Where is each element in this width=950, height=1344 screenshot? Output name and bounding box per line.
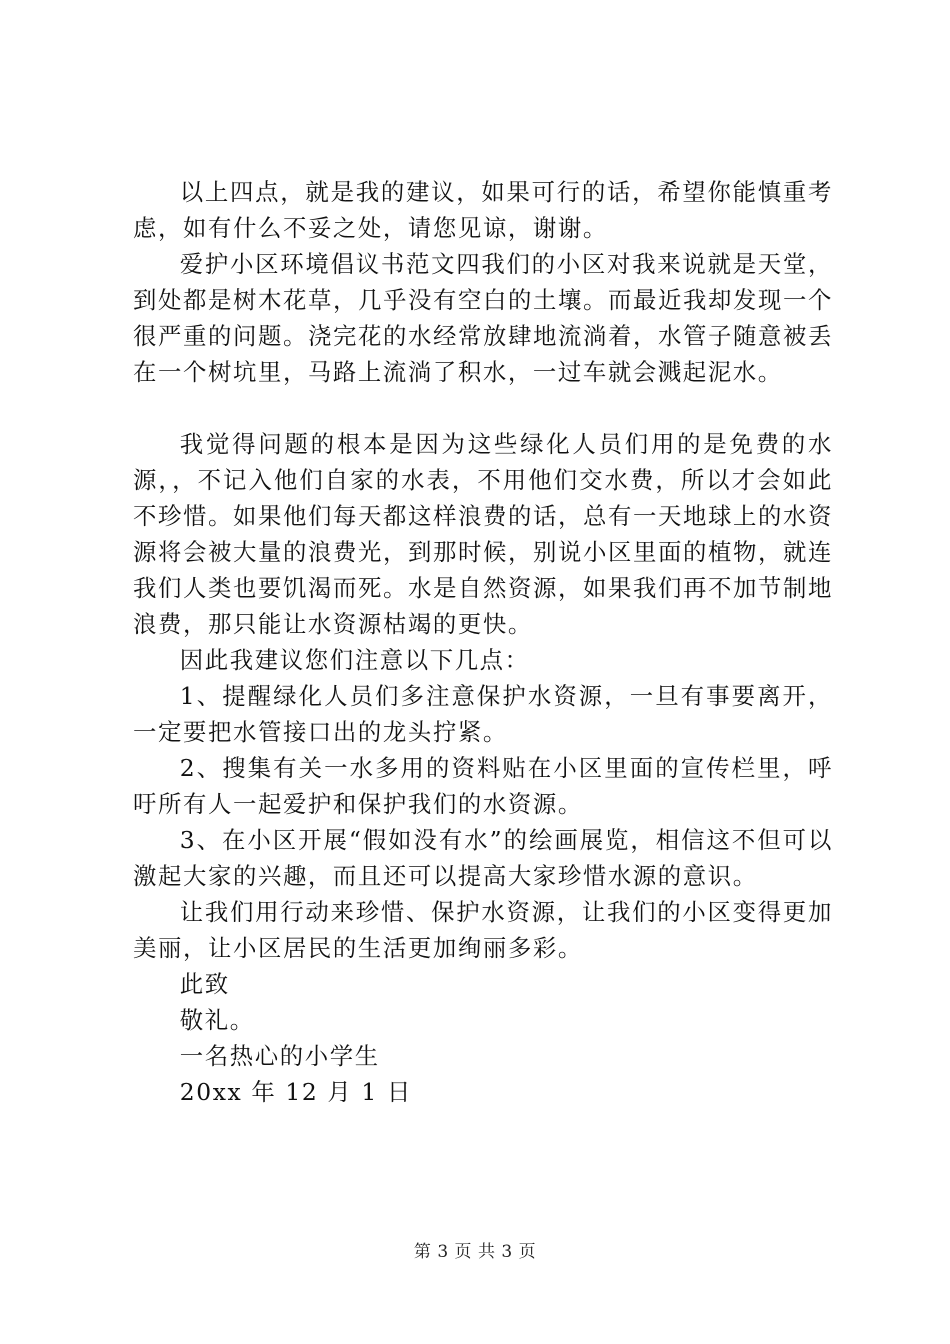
document-body bbox=[133, 174, 833, 1110]
signature-date: 20xx 年 12 月 1 日 bbox=[179, 1078, 412, 1106]
closing-salutation: 此致 bbox=[179, 970, 230, 998]
paragraph-suggestions-lead: 因此我建议您们注意以下几点： bbox=[179, 646, 530, 674]
page-number-footer: 第 3 页 共 3 页 bbox=[413, 1242, 537, 1262]
paragraph-proposal-intro: 爱护小区环境倡议书范文四我们的小区对我来说就是天堂，到处都是树木花草，几乎没有空白的土壤。而最近我却发现一个很严重的问题。浇完花的水经常放肆地流淌着，水管子随意被丢在一个树坑里，马路上流淌了积水，一过车就会溅起泥水。 bbox=[133, 250, 833, 386]
list-item-suggestion-1: 1、提醒绿化人员们多注意保护水资源，一旦有事要离开，一定要把水管接口出的龙头拧紧。 bbox=[133, 682, 833, 746]
paragraph-problem-cause: 我觉得问题的根本是因为这些绿化人员们用的是免费的水源，，不记入他们自家的水表，不用他们交水费，所以才会如此不珍惜。如果他们每天都这样浪费的话，总有一天地球上的水资源将会被大量的浪费光，到那时候，别说小区里面的植物，就连我们人类也要饥渴而死。水是自然资源，如果我们再不加节制地浪费，那只能让水资源枯竭的更快。 bbox=[133, 430, 833, 638]
list-item-suggestion-2: 2、搜集有关一水多用的资料贴在小区里面的宣传栏里，呼吁所有人一起爱护和保护我们的水资源。 bbox=[133, 754, 833, 818]
list-item-suggestion-3: 3、在小区开展“假如没有水”的绘画展览，相信这不但可以激起大家的兴趣，而且还可以提高大家珍惜水源的意识。 bbox=[133, 826, 833, 890]
signature-author: 一名热心的小学生 bbox=[179, 1042, 380, 1070]
paragraph-closing-suggestions: 以上四点，就是我的建议，如果可行的话，希望你能慎重考虑，如有什么不妥之处，请您见谅，谢谢。 bbox=[133, 178, 833, 242]
closing-regards: 敬礼。 bbox=[179, 1006, 255, 1034]
paragraph-call-to-action: 让我们用行动来珍惜、保护水资源，让我们的小区变得更加美丽，让小区居民的生活更加绚丽多彩。 bbox=[133, 898, 833, 962]
